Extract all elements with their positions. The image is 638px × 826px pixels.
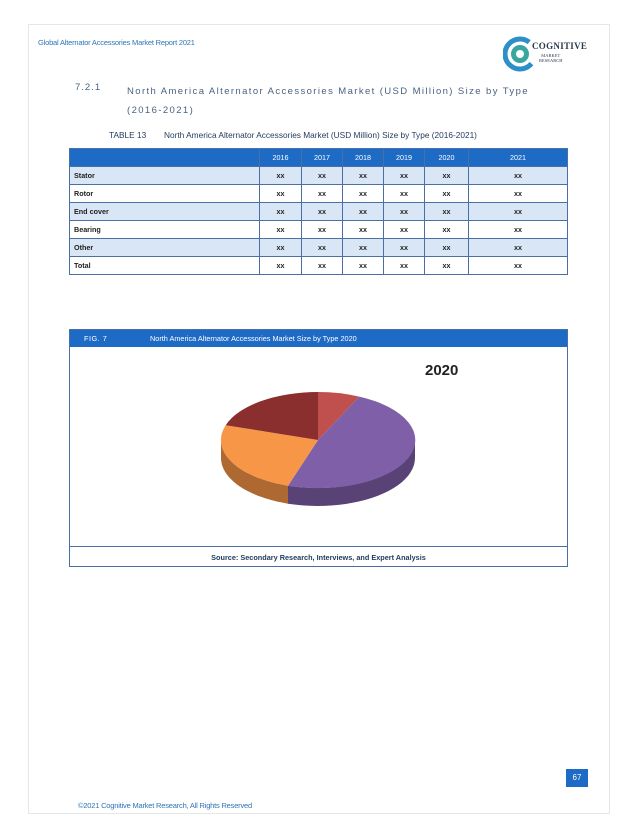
table-cell: xx <box>384 257 425 275</box>
pie-chart <box>70 348 567 546</box>
table-cell: xx <box>260 203 302 221</box>
logo-tagline-line1: MARKET <box>541 53 561 58</box>
table-cell: xx <box>469 185 568 203</box>
row-label: Stator <box>70 167 260 185</box>
table-cell: xx <box>425 239 469 257</box>
table-cell: xx <box>425 203 469 221</box>
figure-label: FIG. 7 <box>84 334 108 343</box>
table-cell: xx <box>425 185 469 203</box>
table-header-cell: 2020 <box>425 149 469 167</box>
table-caption: North America Alternator Accessories Market (USD Million) Size by Type (2016-2021) <box>164 130 477 140</box>
table-header-row <box>70 149 568 167</box>
table-cell: xx <box>302 203 343 221</box>
table-header-cell: 2019 <box>384 149 425 167</box>
table-label: TABLE 13 <box>109 130 147 140</box>
table-row <box>70 257 568 275</box>
footer-copyright: ©2021 Cognitive Market Research, All Rights Reserved <box>78 801 252 810</box>
table-cell: xx <box>469 167 568 185</box>
section-title: North America Alternator Accessories Market (USD Million) Size by Type (2016-2021) <box>127 86 529 116</box>
figure-header <box>70 330 567 347</box>
logo-brand: COGNITIVE <box>532 41 588 51</box>
logo-tagline-line2: RESEARCH <box>539 58 563 63</box>
logo-tagline <box>539 53 563 63</box>
table-row <box>70 239 568 257</box>
table-cell: xx <box>384 203 425 221</box>
table-cell: xx <box>425 257 469 275</box>
row-label: Rotor <box>70 185 260 203</box>
table-cell: xx <box>469 257 568 275</box>
table-cell: xx <box>384 239 425 257</box>
table-cell: xx <box>469 203 568 221</box>
section-number: 7.2.1 <box>75 82 102 93</box>
table-cell: xx <box>260 239 302 257</box>
row-label: Total <box>70 257 260 275</box>
report-header-title: Global Alternator Accessories Market Report 2021 <box>38 38 195 47</box>
table-row <box>70 221 568 239</box>
table-row <box>70 203 568 221</box>
table-cell: xx <box>302 239 343 257</box>
table-cell: xx <box>260 257 302 275</box>
table-header-blank <box>70 149 260 167</box>
table-cell: xx <box>343 221 384 239</box>
table-cell: xx <box>302 167 343 185</box>
table-cell: xx <box>469 239 568 257</box>
row-label: End cover <box>70 203 260 221</box>
table-cell: xx <box>302 221 343 239</box>
row-label: Other <box>70 239 260 257</box>
table-cell: xx <box>343 167 384 185</box>
table-header-cell: 2018 <box>343 149 384 167</box>
table-cell: xx <box>260 221 302 239</box>
table-cell: xx <box>384 167 425 185</box>
table-cell: xx <box>260 167 302 185</box>
row-label: Bearing <box>70 221 260 239</box>
table-header-cell: 2016 <box>260 149 302 167</box>
table-header-cell: 2021 <box>469 149 568 167</box>
pie-top <box>221 392 415 488</box>
figure-divider <box>70 546 567 547</box>
chart-title: 2020 <box>425 362 459 379</box>
table-cell: xx <box>384 185 425 203</box>
logo-c-icon <box>503 34 537 74</box>
table-cell: xx <box>343 185 384 203</box>
table-cell: xx <box>302 257 343 275</box>
table-cell: xx <box>343 239 384 257</box>
figure-title: North America Alternator Accessories Market Size by Type 2020 <box>150 334 357 343</box>
table-row <box>70 167 568 185</box>
table-row <box>70 185 568 203</box>
table-header-cell: 2017 <box>302 149 343 167</box>
table-cell: xx <box>384 221 425 239</box>
table-cell: xx <box>343 257 384 275</box>
figure-source: Source: Secondary Research, Interviews, and Expert Analysis <box>211 553 426 562</box>
table-cell: xx <box>425 167 469 185</box>
table-cell: xx <box>302 185 343 203</box>
table-cell: xx <box>469 221 568 239</box>
company-logo <box>503 34 588 74</box>
page-number: 67 <box>566 769 588 787</box>
table-cell: xx <box>260 185 302 203</box>
table-cell: xx <box>425 221 469 239</box>
data-table <box>69 148 568 275</box>
figure-box <box>69 329 568 567</box>
table-cell: xx <box>343 203 384 221</box>
